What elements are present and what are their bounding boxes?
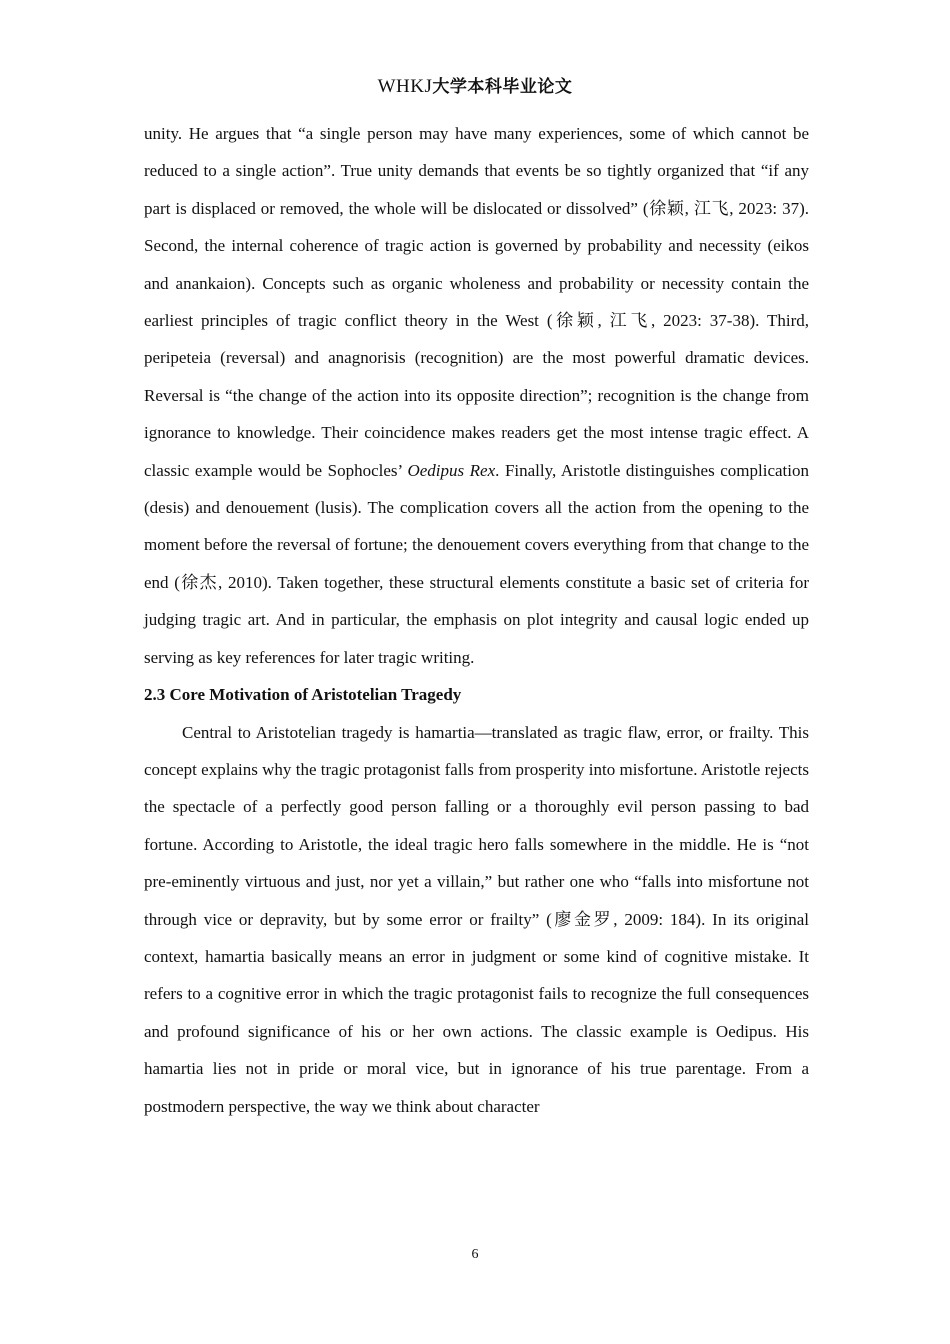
header-chinese: 大学本科毕业论文: [432, 77, 573, 97]
section-heading: 2.3 Core Motivation of Aristotelian Tragedy: [144, 685, 462, 705]
header-latin: WHKJ: [377, 76, 433, 97]
work-title-oedipus: Oedipus Rex: [407, 460, 496, 480]
body-text: [144, 115, 809, 1125]
paragraph-structure-part2: . Finally, Aristotle distinguishes complication (desis) and denouement (lusis). The complication covers all the action from the opening to the moment before the reversal of fortune; the denouement covers everything from that change to the end (徐杰, 2010). Taken together, these structural elements constitute a basic set of criteria for judging tragic art. And in particular, the emphasis on plot integrity and causal logic ended up serving as key references for later tragic writing.: [144, 460, 809, 667]
page-number: 6: [471, 1247, 479, 1262]
paragraph-structure: [144, 115, 809, 676]
paragraph-structure-part1: unity. He argues that “a single person may have many experiences, some of which cannot be reduced to a single action”. True unity demands that events be so tightly organized that “if any part is displaced or removed, the whole will be dislocated or dissolved” (徐颖, 江飞, 2023: 37). Second, the internal coherence of tragic action is governed by probability and necessity (eikos and anankaion). Concepts such as organic wholeness and probability or necessity contain the earliest principles of tragic conflict theory in the West (徐颖, 江飞, 2023: 37-38). Third, peripeteia (reversal) and anagnorisis (recognition) are the most powerful dramatic devices. Reversal is “the change of the action into its opposite direction”; recognition is the change from ignorance to knowledge. Their coincidence makes readers get the most intense tragic effect. A classic example would be Sophocles’: [144, 124, 809, 480]
paragraph-hamartia: Central to Aristotelian tragedy is hamartia—translated as tragic flaw, error, or frailty. This concept explains why the tragic protagonist falls from prosperity into misfortune. Aristotle rejects the spectacle of a perfectly good person falling or a thoroughly evil person passing to bad fortune. According to Aristotle, the ideal tragic hero falls somewhere in the middle. He is “not pre-eminently virtuous and just, nor yet a villain,” but rather one who “falls into misfortune not through vice or depravity, but by some error or frailty” (廖金罗, 2009: 184). In its original context, hamartia basically means an error in judgment or some kind of cognitive mistake. It refers to a cognitive error in which the tragic protagonist fails to recognize the full consequences and profound significance of his or her own actions. The classic example is Oedipus. His hamartia lies not in pride or moral vice, but in ignorance of his true parentage. From a postmodern perspective, the way we think about character: [144, 722, 809, 1116]
page-header: [0, 74, 950, 100]
